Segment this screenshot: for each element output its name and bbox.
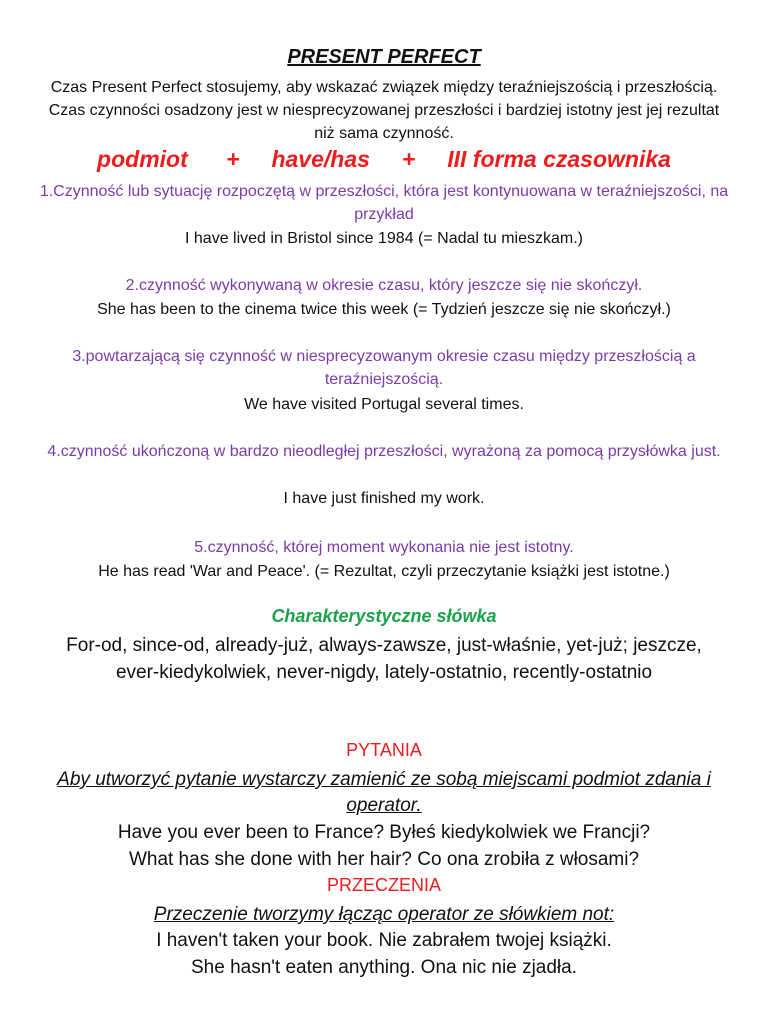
tense-formula: podmiot + have/has + III forma czasownika [97,146,671,172]
usage-rule-1: 1.Czynność lub sytuację rozpoczętą w przeszłości, która jest kontynuowana w teraźniejszości, na przykład [39,183,729,223]
usage-rule-4: 4.czynność ukończoną w bardzo nieodległej przeszłości, wyrażoną za pomocą przysłówka just. [47,443,721,460]
question-example-2: What has she done with her hair? Co ona zrobiła z włosami? [128,849,640,870]
questions-rule: Aby utworzyć pytanie wystarczy zamienić ze sobą miejscami podmiot zdania i operator. [57,769,711,816]
usage-example-1: I have lived in Bristol since 1984 (= Nadal tu mieszkam.) [185,230,583,247]
intro-paragraph: Czas Present Perfect stosujemy, aby wskazać związek między teraźniejszością i przeszłością. Czas czynności osadzony jest w niesprecyzowanej przeszłości i bardziej istotny jest jej rezultat niż sama czynność. [48,79,720,142]
question-example-1: Have you ever been to France? Byłeś kiedykolwiek we Francji? [117,822,651,843]
questions-heading: PYTANIA [346,740,422,760]
usage-rule-2: 2.czynność wykonywaną w okresie czasu, który jeszcze się nie skończył. [125,277,643,294]
keywords-list: For-od, since-od, already-już, always-zawsze, just-właśnie, yet-już; jeszcze, ever-kiedykolwiek, never-nigdy, lately-ostatnio, recently-ostatnio [66,635,702,683]
usage-example-4: I have just finished my work. [283,490,485,507]
usage-example-3: We have visited Portugal several times. [244,396,524,413]
negations-rule: Przeczenie tworzymy łącząc operator ze słówkiem not: [153,904,615,925]
usage-rule-3: 3.powtarzającą się czynność w niesprecyzowanym okresie czasu między przeszłością a teraźniejszością. [72,348,696,388]
page-title: PRESENT PERFECT [287,46,481,68]
negation-example-2: She hasn't eaten anything. Ona nic nie zjadła. [190,957,577,978]
usage-example-5: He has read 'War and Peace'. (= Rezultat, czyli przeczytanie książki jest istotne.) [98,563,670,580]
negation-example-1: I haven't taken your book. Nie zabrałem twojej książki. [156,930,612,951]
keywords-heading: Charakterystyczne słówka [271,606,497,626]
usage-example-2: She has been to the cinema twice this week (= Tydzień jeszcze się nie skończył.) [97,301,671,318]
negations-heading: PRZECZENIA [326,875,441,895]
usage-rule-5: 5.czynność, której moment wykonania nie jest istotny. [194,539,574,556]
